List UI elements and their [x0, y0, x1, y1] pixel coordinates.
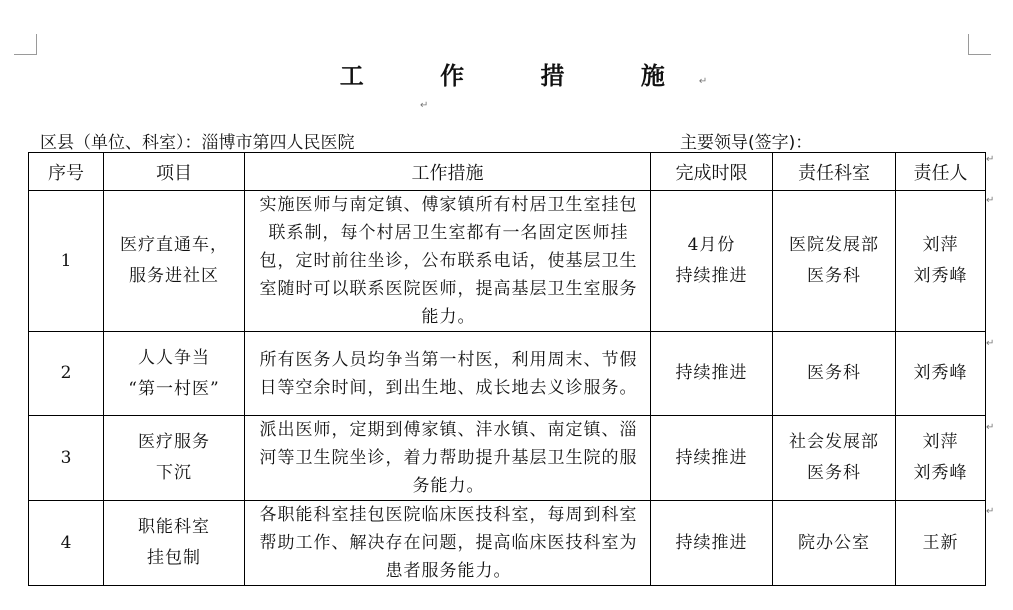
row-person	[896, 501, 986, 586]
header-deadline: 完成时限	[651, 153, 773, 191]
table-row	[29, 416, 986, 501]
row-measure: 派出医师，定期到傅家镇、沣水镇、南定镇、淄河等卫生院坐诊，着力帮助提升基层卫生院的服务能力。	[245, 416, 651, 501]
deadline-line: 4月份	[687, 235, 736, 255]
row-deadline	[651, 191, 773, 332]
row-person	[896, 416, 986, 501]
row-department	[773, 191, 896, 332]
person-line: 刘秀峰	[913, 266, 968, 286]
project-line: 挂包制	[147, 548, 201, 568]
row-department	[773, 501, 896, 586]
row-end-mark-icon: ↵	[986, 506, 995, 517]
header-measures: 工作措施	[245, 153, 651, 191]
row-person	[896, 191, 986, 332]
project-line: 职能科室	[138, 517, 210, 537]
project-line: 医疗服务	[138, 432, 210, 452]
leader-signature-label: 主要领导(签字)：	[680, 133, 813, 153]
row-deadline	[651, 501, 773, 586]
row-end-mark-icon: ↵	[986, 422, 995, 433]
paragraph-mark-icon: ↵	[698, 76, 708, 87]
row-end-mark-icon: ↵	[986, 195, 995, 206]
department-line: 医务科	[807, 266, 861, 286]
project-line: 服务进社区	[129, 266, 219, 286]
row-measure: 实施医师与南定镇、傅家镇所有村居卫生室挂包联系制，每个村居卫生室都有一名固定医师挂包，定时前往坐诊，公布联系电话，使基层卫生室随时可以联系医院医师，提高基层卫生室服务能力。	[245, 191, 651, 332]
table-row	[29, 501, 986, 586]
department-line: 院办公室	[798, 532, 870, 553]
department-line: 医院发展部	[789, 235, 879, 255]
document-title-text: 工 作 措 施	[339, 62, 699, 90]
row-number: 3	[29, 416, 104, 501]
header-department: 责任科室	[773, 153, 896, 191]
header-project: 项目	[104, 153, 245, 191]
person-line: 刘秀峰	[913, 463, 968, 483]
row-end-mark-icon: ↵	[986, 154, 995, 165]
row-department	[773, 416, 896, 501]
project-line: 医疗直通车，	[120, 235, 228, 255]
deadline-line: 持续推进	[675, 447, 748, 468]
person-line: 王新	[922, 532, 959, 553]
district-label: 区县（单位、科室）：淄博市第四人民医院	[40, 133, 355, 153]
row-number: 2	[29, 332, 104, 416]
row-project	[104, 191, 245, 332]
row-deadline	[651, 416, 773, 501]
table-header-row	[29, 153, 986, 191]
document-title	[0, 56, 1013, 91]
project-line: 下沉	[156, 463, 192, 483]
work-measures-table	[28, 152, 986, 586]
page-corner-mark-left	[14, 34, 37, 55]
paragraph-mark-icon: ↵	[420, 100, 429, 111]
row-project	[104, 332, 245, 416]
table-row	[29, 191, 986, 332]
row-deadline	[651, 332, 773, 416]
person-line: 刘萍	[922, 432, 959, 452]
row-person	[896, 332, 986, 416]
deadline-line: 持续推进	[675, 532, 748, 553]
person-line: 刘秀峰	[913, 363, 968, 383]
department-line: 医务科	[807, 463, 861, 483]
project-line: 人人争当	[138, 347, 210, 368]
deadline-line: 持续推进	[675, 363, 748, 383]
deadline-line: 持续推进	[675, 266, 748, 286]
row-measure: 各职能科室挂包医院临床医技科室，每周到科室帮助工作、解决存在问题，提高临床医技科室为患者服务能力。	[245, 501, 651, 586]
person-line: 刘萍	[922, 235, 959, 255]
row-project	[104, 416, 245, 501]
row-end-mark-icon: ↵	[986, 338, 995, 349]
table-row	[29, 332, 986, 416]
page-corner-mark-right	[968, 34, 991, 55]
row-number: 1	[29, 191, 104, 332]
row-measure: 所有医务人员均争当第一村医，利用周末、节假日等空余时间，到出生地、成长地去义诊服务。	[245, 332, 651, 416]
header-serial: 序号	[29, 153, 104, 191]
department-line: 医务科	[807, 363, 861, 383]
department-line: 社会发展部	[789, 432, 879, 452]
header-person: 责任人	[896, 153, 986, 191]
row-department	[773, 332, 896, 416]
row-project	[104, 501, 245, 586]
row-number: 4	[29, 501, 104, 586]
project-line: “第一村医”	[128, 378, 220, 399]
